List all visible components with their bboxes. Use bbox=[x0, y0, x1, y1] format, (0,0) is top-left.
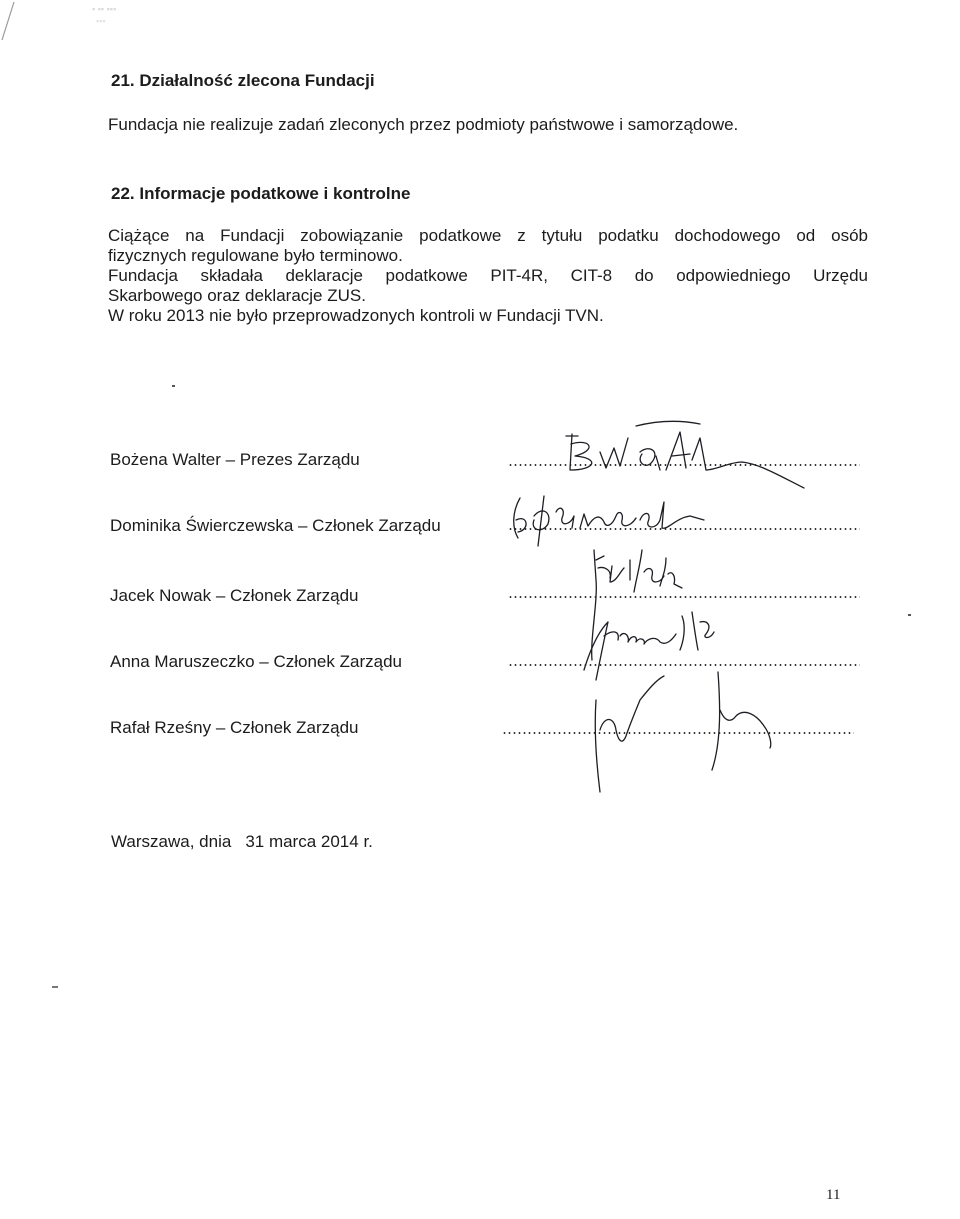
signatory-name: Rafał Rześny – Członek Zarządu bbox=[110, 718, 359, 737]
corner-stamp-mark bbox=[0, 0, 130, 50]
signature-row bbox=[110, 652, 870, 676]
signature-row bbox=[110, 718, 870, 742]
svg-text:▪ ▪▪ ▪▪▪: ▪ ▪▪ ▪▪▪ bbox=[92, 4, 117, 14]
signature-dotted-line bbox=[502, 732, 854, 734]
section-21-text bbox=[108, 115, 868, 135]
stray-mark bbox=[172, 385, 175, 387]
signature-dotted-line bbox=[508, 596, 860, 598]
section-22-text bbox=[108, 226, 868, 326]
audits-paragraph: W roku 2013 nie było przeprowadzonych kontroli w Fundacji TVN. bbox=[108, 306, 604, 325]
svg-text:▪▪▪: ▪▪▪ bbox=[96, 16, 106, 26]
section-21-paragraph: Fundacja nie realizuje zadań zleconych przez podmioty państwowe i samorządowe. bbox=[108, 115, 739, 134]
signature-dotted-line bbox=[508, 464, 860, 466]
date-place: Warszawa, dnia bbox=[111, 832, 232, 851]
declarations-paragraph-line-1: Fundacja składała deklaracje podatkowe PIT-4R, CIT-8 do odpowiedniego Urzędu bbox=[108, 266, 868, 285]
signatory-name: Dominika Świerczewska – Członek Zarządu bbox=[110, 516, 441, 535]
signatory-name: Jacek Nowak – Członek Zarządu bbox=[110, 586, 359, 605]
signature-row bbox=[110, 516, 870, 540]
signatory-name: Bożena Walter – Prezes Zarządu bbox=[110, 450, 360, 469]
signatory-name: Anna Maruszeczko – Członek Zarządu bbox=[110, 652, 402, 671]
tax-paragraph-line-1: Ciążące na Fundacji zobowiązanie podatkowe z tytułu podatku dochodowego od osób bbox=[108, 226, 868, 245]
signature-dotted-line bbox=[508, 528, 860, 530]
date-line bbox=[111, 832, 373, 852]
stray-mark bbox=[908, 614, 911, 616]
tax-paragraph-line-2: fizycznych regulowane było terminowo. bbox=[108, 246, 403, 265]
page-number: 11 bbox=[826, 1187, 841, 1203]
section-22-heading: 22. Informacje podatkowe i kontrolne bbox=[111, 184, 411, 203]
date-value: 31 marca 2014 r. bbox=[245, 832, 373, 851]
stray-mark bbox=[52, 986, 58, 988]
declarations-paragraph-line-2: Skarbowego oraz deklaracje ZUS. bbox=[108, 286, 366, 305]
signature-dotted-line bbox=[508, 664, 860, 666]
section-21-heading: 21. Działalność zlecona Fundacji bbox=[111, 71, 375, 90]
signature-row bbox=[110, 450, 870, 474]
signature-row bbox=[110, 586, 870, 610]
